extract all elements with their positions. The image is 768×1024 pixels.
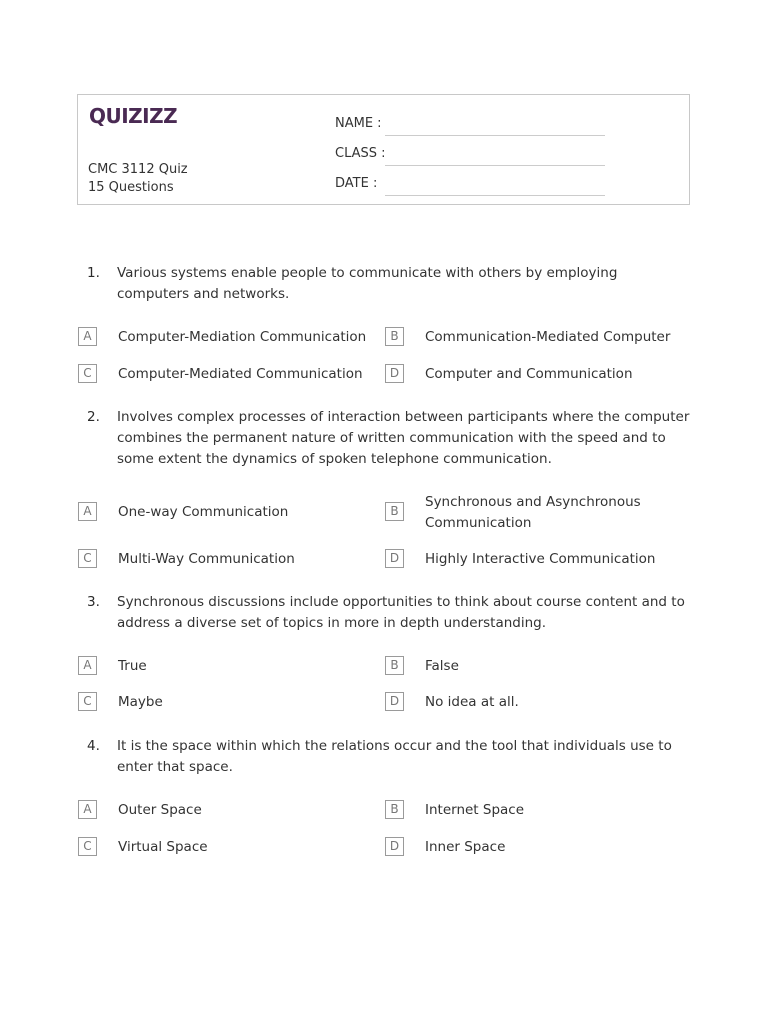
option-letter-box: A [78,502,97,521]
question-number: 3. [87,594,100,610]
option-letter-box: D [385,364,404,383]
question-number: 1. [87,265,100,281]
option-letter-box: A [78,327,97,346]
question-text: Involves complex processes of interaction between participants where the computer combines the permanent nature of written communication with the speed and to some extent the dynamics of spoken telephone communication. [117,409,690,467]
option-text: Computer-Mediation Communication [118,329,367,345]
question-number: 4. [87,738,100,754]
option-letter-box: B [385,502,404,521]
option-letter-box: C [78,364,97,383]
question-text: Various systems enable people to communicate with others by employing computers and networks. [117,265,618,302]
date-field[interactable] [335,176,605,196]
question-text: It is the space within which the relations occur and the tool that individuals use to enter that space. [117,738,672,775]
quizizz-logo: QUIZIZZ [89,104,178,128]
option-letter-box: B [385,327,404,346]
option-letter-box: C [78,837,97,856]
option-text: True [118,658,147,674]
option-text: Inner Space [425,839,506,855]
option-text: No idea at all. [425,694,519,710]
class-field[interactable] [335,146,605,166]
class-label: CLASS : [335,146,386,161]
option-text: Multi-Way Communication [118,551,295,567]
name-field[interactable] [335,116,605,136]
option-text: Virtual Space [118,839,208,855]
question-count: 15 Questions [88,180,174,195]
option-letter-box: C [78,549,97,568]
option-text: One-way Communication [118,504,289,520]
option-letter-box: C [78,692,97,711]
date-line[interactable] [385,195,605,196]
question-text: Synchronous discussions include opportunities to think about course content and to address a diverse set of topics in more in depth understanding. [117,594,685,631]
name-label: NAME : [335,116,382,131]
option-text: Outer Space [118,802,202,818]
option-text: Internet Space [425,802,525,818]
option-text: Synchronous and Asynchronous Communication [425,494,641,531]
date-label: DATE : [335,176,378,191]
option-letter-box: B [385,800,404,819]
name-line[interactable] [385,135,605,136]
option-text: Highly Interactive Communication [425,551,656,567]
option-letter-box: D [385,692,404,711]
option-letter-box: A [78,656,97,675]
option-text: Maybe [118,694,163,710]
option-text: Computer and Communication [425,366,633,382]
option-text: Communication-Mediated Computer [425,329,671,345]
option-letter-box: B [385,656,404,675]
option-text: Computer-Mediated Communication [118,366,363,382]
quiz-title: CMC 3112 Quiz [88,162,188,177]
option-letter-box: D [385,837,404,856]
question-number: 2. [87,409,100,425]
option-letter-box: A [78,800,97,819]
option-letter-box: D [385,549,404,568]
class-line[interactable] [385,165,605,166]
option-text: False [425,658,459,674]
